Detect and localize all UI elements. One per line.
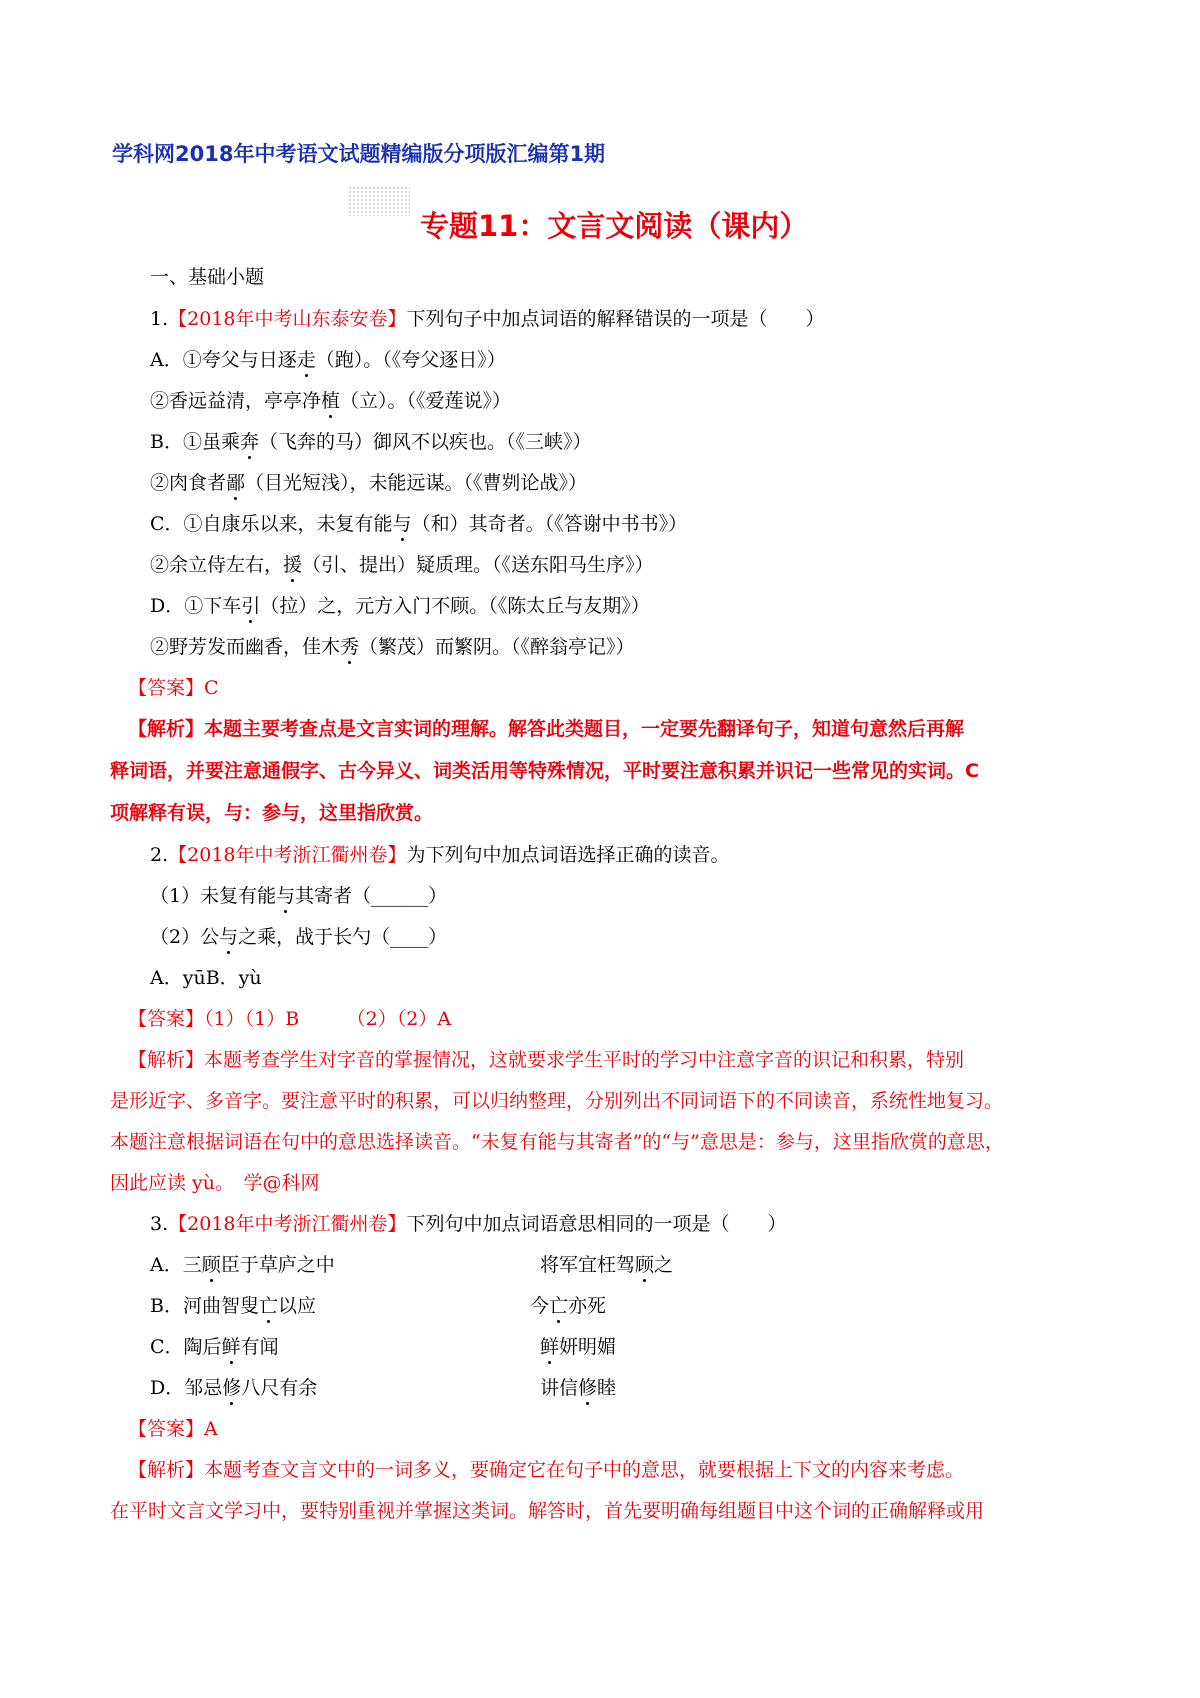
document-header: 学科网2018年中考语文试题精编版分项版汇编第1期 (112, 142, 606, 166)
q3-option-d-left: D．邹忌修八尺有余 (150, 1377, 318, 1399)
q3-answer: 【答案】A (128, 1418, 218, 1440)
emphasis-dot-word: 顾 (201, 1254, 221, 1276)
q1-option-a2: ②香远益清，亭亭净植（立）。（《爱莲说》） (150, 390, 512, 412)
q3-analysis-line-1: 【解析】本题考查文言文中的一词多义，要确定它在句子中的意思，就要根据上下文的内容来考虑。 (128, 1459, 965, 1481)
q1-answer: 【答案】C (128, 677, 219, 699)
emphasis-dot-word: 顾 (635, 1254, 655, 1276)
emphasis-dot-word: 奔 (239, 431, 259, 453)
emphasis-dot-word: 与 (276, 885, 296, 907)
q2-analysis-line-4: 因此应读 yù。 学@科网 (110, 1172, 320, 1194)
q3-option-b-right: 今亡亦死 (530, 1295, 607, 1317)
question-text: 下列句子中加点词语的解释错误的一项是（ ） (406, 308, 825, 330)
question-source: 【2018年中考浙江衢州卷】 (168, 1213, 407, 1235)
emphasis-dot-word: 秀 (340, 636, 360, 658)
q1-option-b2: ②肉食者鄙（目光短浅），未能远谋。（《曹刿论战》） (150, 472, 588, 494)
section-heading: 一、基础小题 (150, 266, 265, 288)
question-text: 下列句中加点词语意思相同的一项是（ ） (406, 1213, 787, 1235)
q2-analysis-line-1: 【解析】本题考查学生对字音的掌握情况，这就要求学生平时的学习中注意字音的识记和积累，特别 (128, 1049, 965, 1071)
emphasis-dot-word: 亡 (258, 1295, 278, 1317)
q1-option-c2: ②余立侍左右，援（引、提出）疑质理。（《送东阳马生序》） (150, 554, 654, 576)
question-source: 【2018年中考山东泰安卷】 (168, 308, 407, 330)
q3-option-a-left: A．三顾臣于草庐之中 (150, 1254, 335, 1276)
q2-answer: 【答案】（1）（1）B （2）（2）A (128, 1008, 452, 1030)
q1-option-a1: A．①夸父与日逐走（跑）。（《夸父逐日》） (150, 349, 506, 371)
q2-item-1: （1）未复有能与其寄者（______） (150, 885, 448, 907)
q3-option-c-right: 鲜妍明媚 (540, 1336, 617, 1358)
question-number: 3. (150, 1213, 169, 1235)
emphasis-dot-word: 鄙 (226, 472, 246, 494)
question-source: 【2018年中考浙江衢州卷】 (168, 844, 407, 866)
question-3-stem (150, 1215, 787, 1234)
question-1-stem (150, 310, 825, 329)
emphasis-dot-word: 与 (392, 513, 412, 535)
emphasis-dot-word: 鲜 (221, 1336, 241, 1358)
q2-analysis-line-3: 本题注意根据词语在句中的意思选择读音。“未复有能与其寄者”的“与”意思是：参与，这里指欣赏的意思， (110, 1131, 1004, 1153)
emphasis-dot-word: 引 (241, 595, 261, 617)
emphasis-dot-word: 亡 (549, 1295, 569, 1317)
watermark-hatch (348, 186, 410, 216)
q1-analysis-line-3: 项解释有误，与：参与，这里指欣赏。 (110, 802, 434, 824)
emphasis-dot-word: 修 (222, 1377, 242, 1399)
emphasis-dot-word: 走 (296, 349, 316, 371)
q1-analysis-line-1: 【解析】本题主要考查点是文言实词的理解。解答此类题目，一定要先翻译句子，知道句意然后再解 (128, 718, 965, 740)
emphasis-dot-word: 修 (578, 1377, 598, 1399)
q1-option-d1: D．①下车引（拉）之，元方入门不顾。（《陈太丘与友期》） (150, 595, 650, 617)
question-text: 为下列句中加点词语选择正确的读音。 (406, 844, 730, 866)
q3-option-d-right: 讲信修睦 (540, 1377, 617, 1399)
question-number: 2. (150, 844, 169, 866)
q2-item-2: （2）公与之乘，战于长勺（____） (150, 926, 448, 948)
q3-option-b-left: B．河曲智叟亡以应 (150, 1295, 316, 1317)
q1-option-c1: C．①自康乐以来，未复有能与（和）其奇者。（《答谢中书书》） (150, 513, 688, 535)
q3-option-c-left: C．陶后鲜有闻 (150, 1336, 279, 1358)
page-title: 专题11：文言文阅读（课内） (420, 209, 809, 243)
emphasis-dot-word: 植 (321, 390, 341, 412)
q2-options: A．yūB．yù (150, 967, 262, 989)
q3-analysis-line-2: 在平时文言文学习中，要特别重视并掌握这类词。解答时，首先要明确每组题目中这个词的正确解释或用 (110, 1500, 985, 1522)
emphasis-dot-word: 鲜 (540, 1336, 560, 1358)
emphasis-dot-word: 援 (283, 554, 303, 576)
emphasis-dot-word: 与 (219, 926, 239, 948)
question-number: 1. (150, 308, 169, 330)
question-2-stem (150, 846, 730, 865)
q1-option-d2: ②野芳发而幽香，佳木秀（繁茂）而繁阴。（《醉翁亭记》） (150, 636, 635, 658)
q2-analysis-line-2: 是形近字、多音字。要注意平时的积累，可以归纳整理，分别列出不同词语下的不同读音，系统性地复习。 (110, 1090, 1004, 1112)
q1-analysis-line-2: 释词语，并要注意通假字、古今异义、词类活用等特殊情况，平时要注意积累并识记一些常见的实词。C (110, 760, 979, 782)
q3-option-a-right: 将军宜枉驾顾之 (540, 1254, 674, 1276)
q1-option-b1: B．①虽乘奔（飞奔的马）御风不以疾也。（《三峡》） (150, 431, 592, 453)
